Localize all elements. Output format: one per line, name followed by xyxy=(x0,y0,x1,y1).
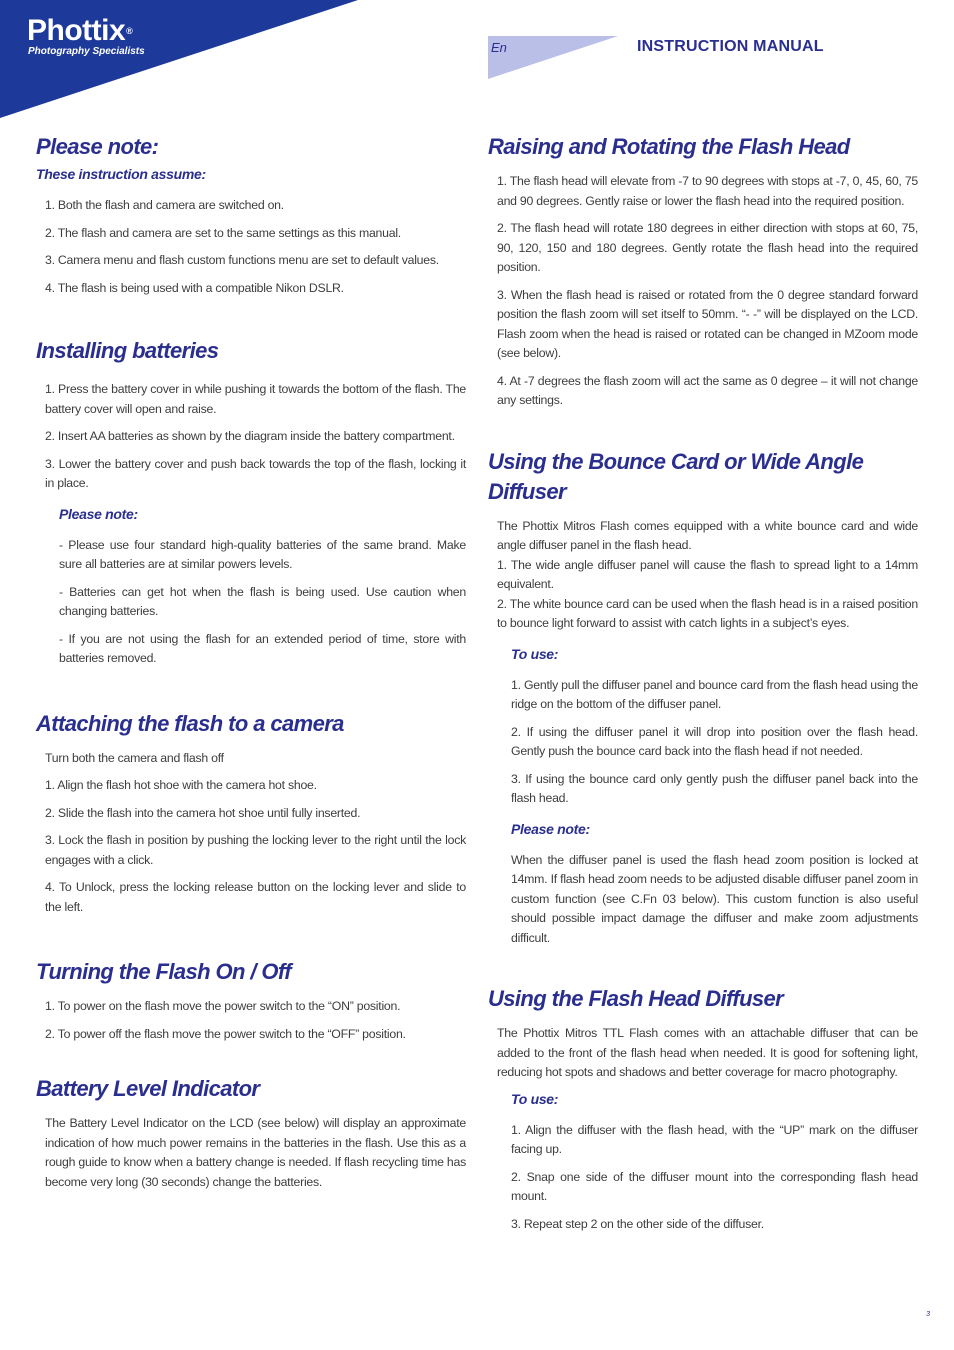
section-heading: Raising and Rotating the Flash Head xyxy=(488,134,850,159)
list-item: 4. At -7 degrees the flash zoom will act the same as 0 degree – it will not change any settings. xyxy=(497,373,918,407)
section-heading: Battery Level Indicator xyxy=(36,1076,260,1101)
note-item: - If you are not using the flash for an extended period of time, store with batteries removed. xyxy=(59,631,466,665)
step-item: 1. Align the diffuser with the flash head, with the “UP” mark on the diffuser facing up. xyxy=(511,1122,918,1156)
list-item: 3. Camera menu and flash custom functions menu are set to default values. xyxy=(45,253,439,267)
paragraph: The Battery Level Indicator on the LCD (see below) will display an approximate indication of how much power remains in the batteries in the flash. Use this as a rough guide to know when a battery change is needed. If flash recycling time has become very long (30 seconds) change the batteries. xyxy=(45,1116,466,1189)
language-band xyxy=(488,36,620,80)
note-subheading: Please note: xyxy=(59,505,138,522)
note-paragraph: When the diffuser panel is used the flash head zoom position is locked at 14mm. If flash head zoom needs to be adjusted disable diffuser panel zoom in custom function (see C.Fn 03 below). This custom function is also useful should possible impact damage the diffuser and make zoom adjustments difficult. xyxy=(511,852,918,945)
brand-name: Phottix xyxy=(27,14,126,47)
note-item: - Batteries can get hot when the flash is being used. Use caution when changing batteries. xyxy=(59,584,466,618)
use-subheading: To use: xyxy=(511,645,559,662)
brand-logo xyxy=(27,14,145,57)
list-item: 2. Insert AA batteries as shown by the diagram inside the battery compartment. xyxy=(45,429,455,443)
section-raising-rotating xyxy=(488,132,918,411)
registered-mark: ® xyxy=(126,26,133,36)
list-item: 1. Press the battery cover in while pushing it towards the bottom of the flash. The battery cover will open and raise. xyxy=(45,382,466,416)
step-item: 2. Snap one side of the diffuser mount into the corresponding flash head mount. xyxy=(511,1169,918,1203)
list-item: 1. To power on the flash move the power switch to the “ON” position. xyxy=(45,999,401,1013)
list-item: 1. Both the flash and camera are switched on. xyxy=(45,198,284,212)
section-heading: Installing batteries xyxy=(36,338,219,363)
step-item: 3. If using the bounce card only gently push the diffuser panel back into the flash head. xyxy=(511,771,918,805)
section-heading: Using the Bounce Card or Wide Angle Diffuser xyxy=(488,448,864,504)
section-subheading: These instruction assume: xyxy=(36,166,206,182)
note-item: - Please use four standard high-quality batteries of the same brand. Make sure all batteries are at similar powers levels. xyxy=(59,537,466,571)
step-item: 3. Repeat step 2 on the other side of the diffuser. xyxy=(511,1216,764,1231)
section-attaching-flash xyxy=(36,709,466,918)
page-number: 3 xyxy=(926,1311,930,1318)
section-bounce-card xyxy=(488,447,918,949)
note-subheading: Please note: xyxy=(511,820,590,837)
brand-tagline: Photography Specialists xyxy=(28,46,145,57)
section-battery-level xyxy=(36,1074,466,1192)
section-heading: Attaching the flash to a camera xyxy=(36,710,344,736)
list-item: 1. The wide angle diffuser panel will cause the flash to spread light to a 14mm equivalent. xyxy=(497,557,918,591)
section-heading: Using the Flash Head Diffuser xyxy=(488,986,784,1011)
list-item: 1. Align the flash hot shoe with the camera hot shoe. xyxy=(45,778,317,792)
list-item: 2. Slide the flash into the camera hot shoe until fully inserted. xyxy=(45,805,361,820)
list-item: 3. When the flash head is raised or rotated from the 0 degree standard forward position the flash zoom will set itself to 50mm. “- -” will be displayed on the LCD. Flash zoom when the head is raised or rotated can be changed in MZoom mode (see below). xyxy=(497,287,918,360)
list-item: 2. The flash and camera are set to the same settings as this manual. xyxy=(45,225,401,240)
left-column xyxy=(36,132,466,1232)
right-column xyxy=(488,132,918,1274)
list-item: 2. To power off the flash move the power switch to the “OFF” position. xyxy=(45,1026,406,1041)
list-item: Turn both the camera and flash off xyxy=(45,750,224,765)
section-turning-flash xyxy=(36,957,466,1044)
section-installing-batteries xyxy=(36,336,466,669)
list-item: 1. The flash head will elevate from -7 to 90 degrees with stops at -7, 0, 45, 60, 75 and 90 degrees. Gently raise or lower the flash head into the required position. xyxy=(497,174,918,208)
list-item: 4. The flash is being used with a compatible Nikon DSLR. xyxy=(45,280,344,295)
section-heading: Turning the Flash On / Off xyxy=(36,959,291,984)
step-item: 1. Gently pull the diffuser panel and bounce card from the flash head using the ridge on the bottom of the diffuser panel. xyxy=(511,677,918,711)
language-label: En xyxy=(491,40,507,55)
use-subheading: To use: xyxy=(511,1090,559,1107)
manual-title: INSTRUCTION MANUAL xyxy=(637,38,824,55)
list-item: 2. The white bounce card can be used when the flash head is in a raised position to bounce light forward to assist with catch lights in a subject’s eyes. xyxy=(497,596,918,630)
list-item: 3. Lower the battery cover and push back towards the top of the flash, locking it in place. xyxy=(45,456,466,490)
section-please-note xyxy=(36,132,466,298)
list-item: 2. The flash head will rotate 180 degrees in either direction with stops at 60, 75, 90, 120, 150 and 180 degrees. Gently rotate the flash head into the required position. xyxy=(497,221,918,274)
list-item: 3. Lock the flash in position by pushing the locking lever to the right until the lock engages with a click. xyxy=(45,833,466,867)
paragraph: The Phottix Mitros TTL Flash comes with an attachable diffuser that can be added to the front of the flash head when needed. It is good for softening light, reducing hot spots and shadows and better coverage for macro photography. xyxy=(497,1026,918,1079)
section-heading: Please note: xyxy=(36,134,159,159)
paragraph: The Phottix Mitros Flash comes equipped with a white bounce card and wide angle diffuser panel in the flash head. xyxy=(497,518,918,552)
step-item: 2. If using the diffuser panel it will drop into position over the flash head. Gently push the bounce card back into the flash head if not needed. xyxy=(511,724,918,758)
list-item: 4. To Unlock, press the locking release button on the locking lever and slide to the left. xyxy=(45,880,466,914)
section-flash-head-diffuser xyxy=(488,984,918,1234)
